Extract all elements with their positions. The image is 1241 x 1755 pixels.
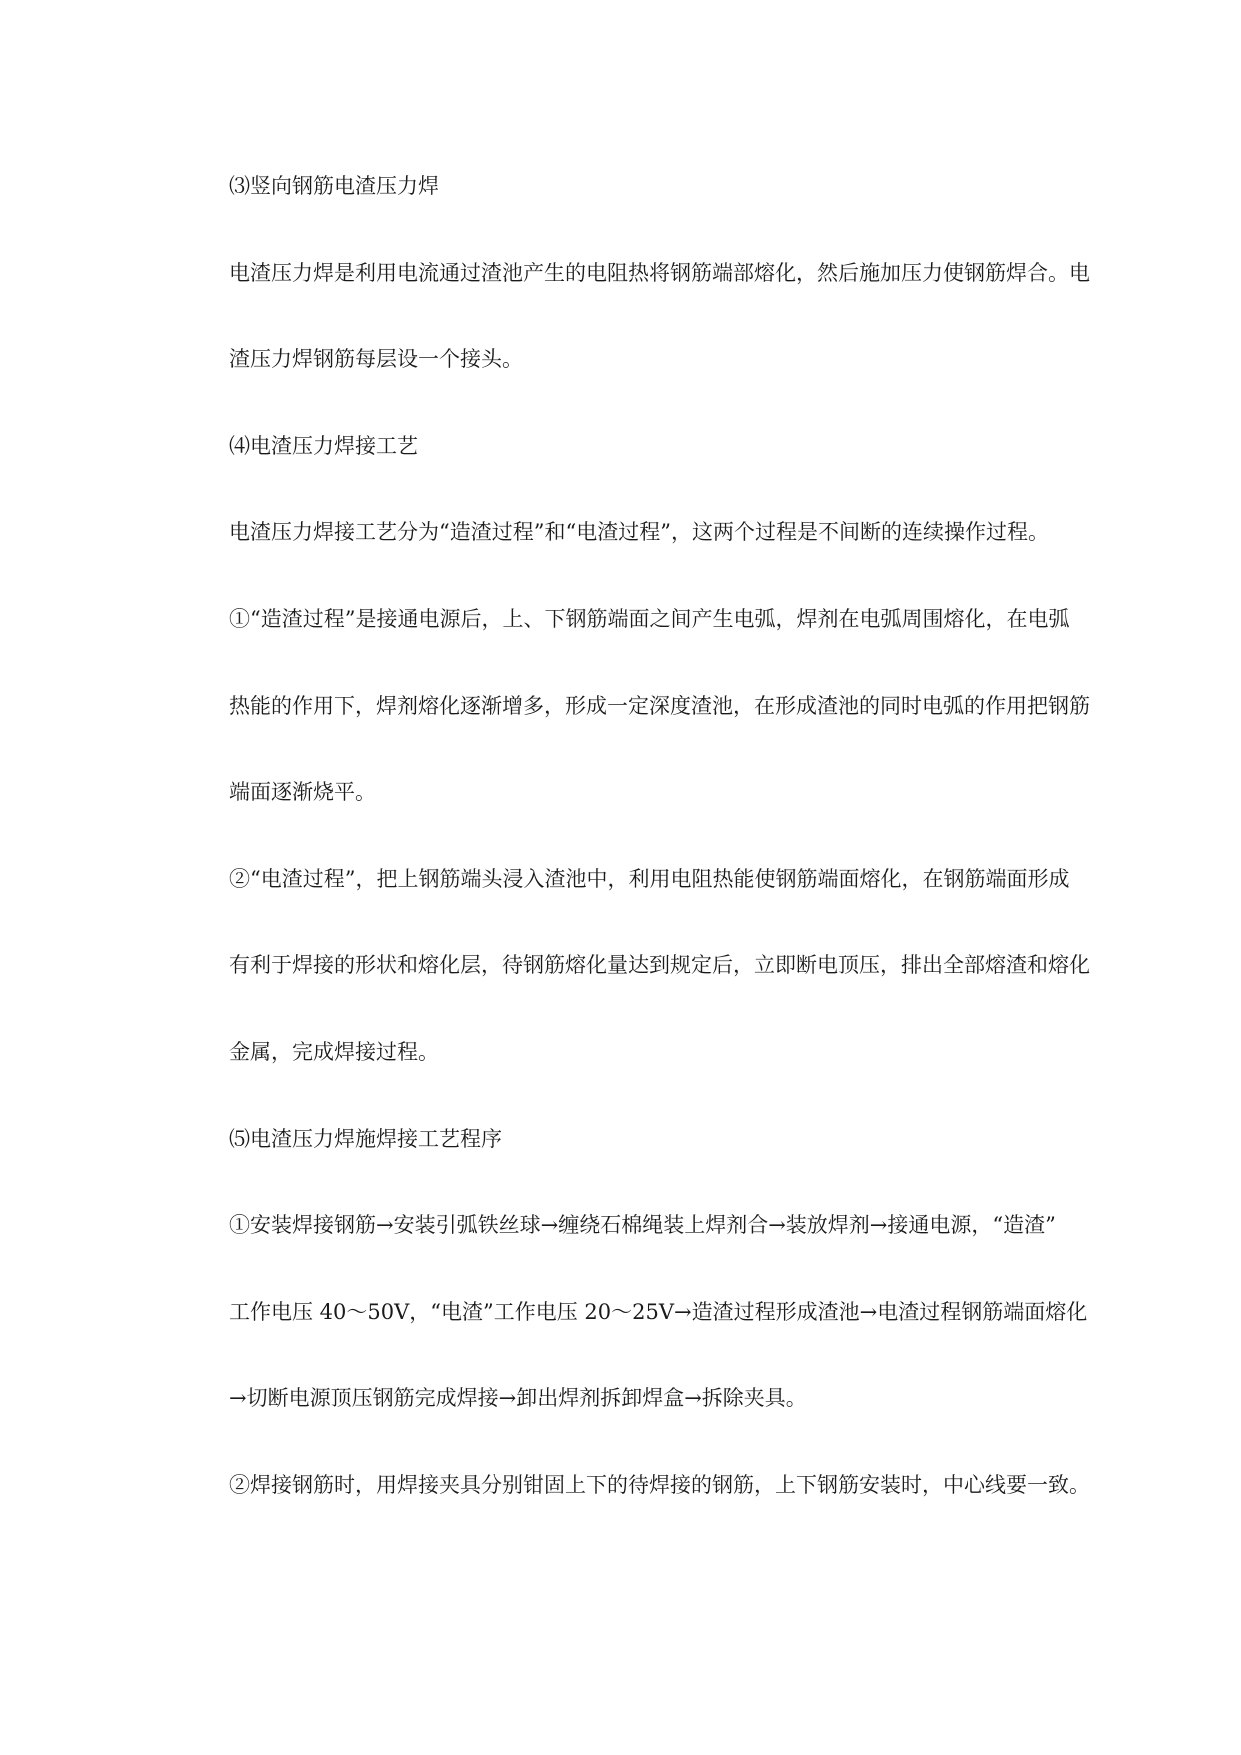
paragraph-line: 有利于焊接的形状和熔化层，待钢筋熔化量达到规定后，立即断电顶压，排出全部熔渣和熔化 bbox=[229, 953, 1090, 978]
paragraph-line: 渣压力焊钢筋每层设一个接头。 bbox=[229, 347, 523, 372]
paragraph-line: 热能的作用下，焊剂熔化逐渐增多，形成一定深度渣池，在形成渣池的同时电弧的作用把钢筋 bbox=[229, 693, 1090, 718]
paragraph-line: ①安装焊接钢筋→安装引弧铁丝球→缠绕石棉绳装上焊剂合→装放焊剂→接通电源，“造渣” bbox=[229, 1213, 1056, 1238]
paragraph-line: ②焊接钢筋时，用焊接夹具分别钳固上下的待焊接的钢筋，上下钢筋安装时，中心线要一致。 bbox=[229, 1472, 1090, 1497]
paragraph-line: ①“造渣过程”是接通电源后，上、下钢筋端面之间产生电弧，焊剂在电弧周围熔化，在电弧 bbox=[229, 606, 1070, 631]
paragraph-line: 端面逐渐烧平。 bbox=[229, 780, 376, 805]
section-heading-3: ⑶竖向钢筋电渣压力焊 bbox=[229, 174, 439, 198]
section-heading-4: ⑷电渣压力焊接工艺 bbox=[229, 433, 418, 458]
paragraph-line: 电渣压力焊是利用电流通过渣池产生的电阻热将钢筋端部熔化，然后施加压力使钢筋焊合。电 bbox=[229, 260, 1090, 285]
section-heading-5: ⑸电渣压力焊施焊接工艺程序 bbox=[229, 1126, 502, 1151]
paragraph-line: ②“电渣过程”，把上钢筋端头浸入渣池中，利用电阻热能使钢筋端面熔化，在钢筋端面形成 bbox=[229, 866, 1070, 891]
paragraph-line: 电渣压力焊接工艺分为“造渣过程”和“电渣过程”，这两个过程是不间断的连续操作过程。 bbox=[229, 520, 1049, 545]
document-body bbox=[229, 172, 1119, 1558]
paragraph-line: 金属，完成焊接过程。 bbox=[229, 1039, 439, 1064]
paragraph-line: →切断电源顶压钢筋完成焊接→卸出焊剂拆卸焊盒→拆除夹具。 bbox=[229, 1386, 807, 1411]
paragraph-line: 工作电压 40～50V，“电渣”工作电压 20～25V→造渣过程形成渣池→电渣过程钢筋端面熔化 bbox=[229, 1299, 1088, 1324]
